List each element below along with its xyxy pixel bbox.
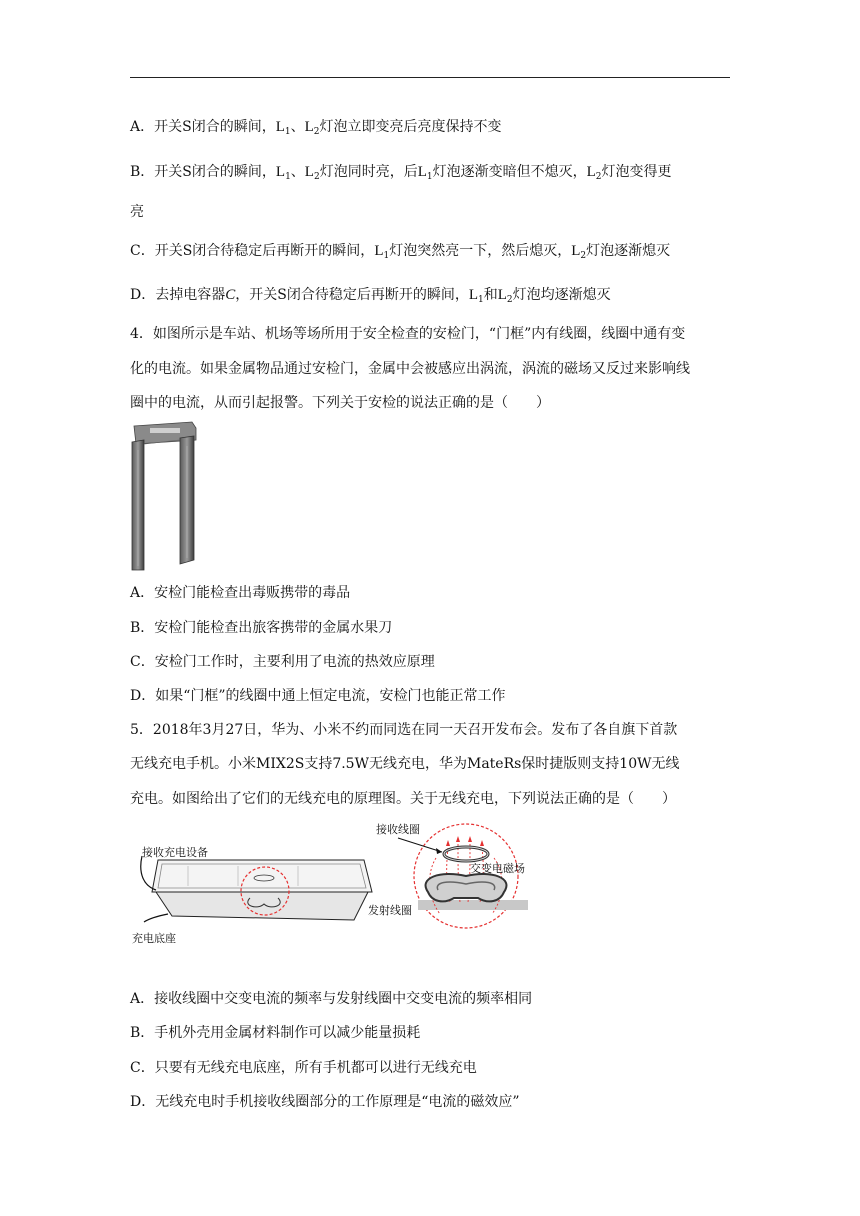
receiver-device-label: 接收充电设备 — [142, 846, 208, 859]
q5-option-a: A．接收线圈中交变电流的频率与发射线圈中交变电流的频率相同 — [130, 991, 533, 1007]
symbol-l: L — [468, 287, 479, 303]
q3-option-a — [130, 117, 502, 142]
option-text: 灯泡突然亮一下，然后熄灭， — [389, 243, 572, 259]
q3-option-b — [130, 162, 672, 187]
option-text: 、 — [290, 119, 305, 135]
symbol-l: L — [586, 164, 596, 180]
subscript: 2 — [580, 251, 587, 261]
receive-coil-label: 接收线圈 — [376, 823, 420, 836]
q5-stem-line: 充电。如图给出了它们的无线充电的原理图。关于无线充电，下列说法正确的是（ ） — [130, 791, 676, 807]
subscript: 2 — [313, 127, 320, 137]
q5-option-b: B．手机外壳用金属材料制作可以减少能量损耗 — [130, 1025, 421, 1041]
option-text: 灯泡均逐渐熄灭 — [512, 287, 611, 303]
subscript: 1 — [285, 172, 291, 182]
wireless-charging-figure — [128, 818, 540, 946]
q4-option-b: B．安检门能检查出旅客携带的金属水果刀 — [130, 620, 393, 636]
subscript: 1 — [426, 172, 433, 182]
transmit-coil-label: 发射线圈 — [368, 904, 412, 917]
q4-stem-line: 化的电流。如果金属物品通过安检门，金属中会被感应出涡流，涡流的磁场又反过来影响线 — [130, 361, 690, 377]
q4-stem-line: 4．如图所示是车站、机场等场所用于安全检查的安检门，“门框”内有线圈，线圈中通有变 — [130, 326, 686, 342]
option-text: A．开关S闭合的瞬间， — [130, 119, 276, 135]
symbol-c: C — [225, 287, 236, 303]
q5-option-d: D．无线充电时手机接收线圈部分的工作原理是“电流的磁效应” — [130, 1094, 520, 1110]
symbol-l: L — [275, 164, 286, 180]
symbol-l: L — [275, 119, 285, 135]
charging-base-label: 充电底座 — [132, 932, 176, 945]
header-rule — [130, 77, 730, 78]
subscript: 2 — [595, 172, 602, 182]
subscript: 1 — [478, 295, 484, 305]
q4-option-d: D．如果“门框”的线圈中通上恒定电流，安检门也能正常工作 — [130, 688, 506, 704]
option-text: B．开关S闭合的瞬间， — [130, 164, 276, 180]
option-text: 灯泡逐渐变暗但不熄灭， — [432, 164, 587, 180]
q4-stem-line: 圈中的电流，从而引起报警。下列关于安检的说法正确的是（ ） — [130, 395, 550, 411]
symbol-l: L — [417, 164, 427, 180]
q4-option-c: C．安检门工作时，主要利用了电流的热效应原理 — [130, 654, 435, 670]
security-gate-figure — [128, 420, 200, 572]
q5-stem-line: 5．2018年3月27日，华为、小米不约而同选在同一天召开发布会。发布了各自旗下首款 — [130, 722, 678, 738]
q5-option-c: C．只要有无线充电底座，所有手机都可以进行无线充电 — [130, 1060, 477, 1076]
option-text: 灯泡同时亮，后 — [319, 164, 418, 180]
option-text: 灯泡变得更 — [601, 164, 672, 180]
option-text: 、 — [290, 164, 305, 180]
symbol-l: L — [497, 287, 507, 303]
symbol-l: L — [304, 119, 314, 135]
q4-option-a: A．安检门能检查出毒贩携带的毒品 — [130, 585, 351, 601]
q3-option-b-continuation: 亮 — [130, 204, 144, 220]
option-text: ，开关S闭合待稳定后再断开的瞬间， — [235, 287, 469, 303]
ac-field-label: 交变电磁场 — [470, 862, 525, 875]
option-text: C．开关S闭合待稳定后再断开的瞬间， — [130, 243, 375, 259]
subscript: 1 — [284, 127, 291, 137]
option-text: 灯泡逐渐熄灭 — [586, 243, 671, 259]
q3-option-d — [130, 285, 611, 310]
option-text: 灯泡立即变亮后亮度保持不变 — [319, 119, 502, 135]
subscript: 1 — [383, 251, 390, 261]
symbol-l: L — [374, 243, 384, 259]
subscript: 2 — [313, 172, 320, 182]
option-text: 和 — [483, 287, 498, 303]
symbol-l: L — [304, 164, 314, 180]
q3-option-c — [130, 241, 670, 266]
q5-stem-line: 无线充电手机。小米MIX2S支持7.5W无线充电，华为MateRs保时捷版则支持10W无线 — [130, 756, 680, 772]
option-text: D．去掉电容器 — [130, 287, 226, 303]
symbol-l: L — [571, 243, 581, 259]
subscript: 2 — [506, 295, 513, 305]
